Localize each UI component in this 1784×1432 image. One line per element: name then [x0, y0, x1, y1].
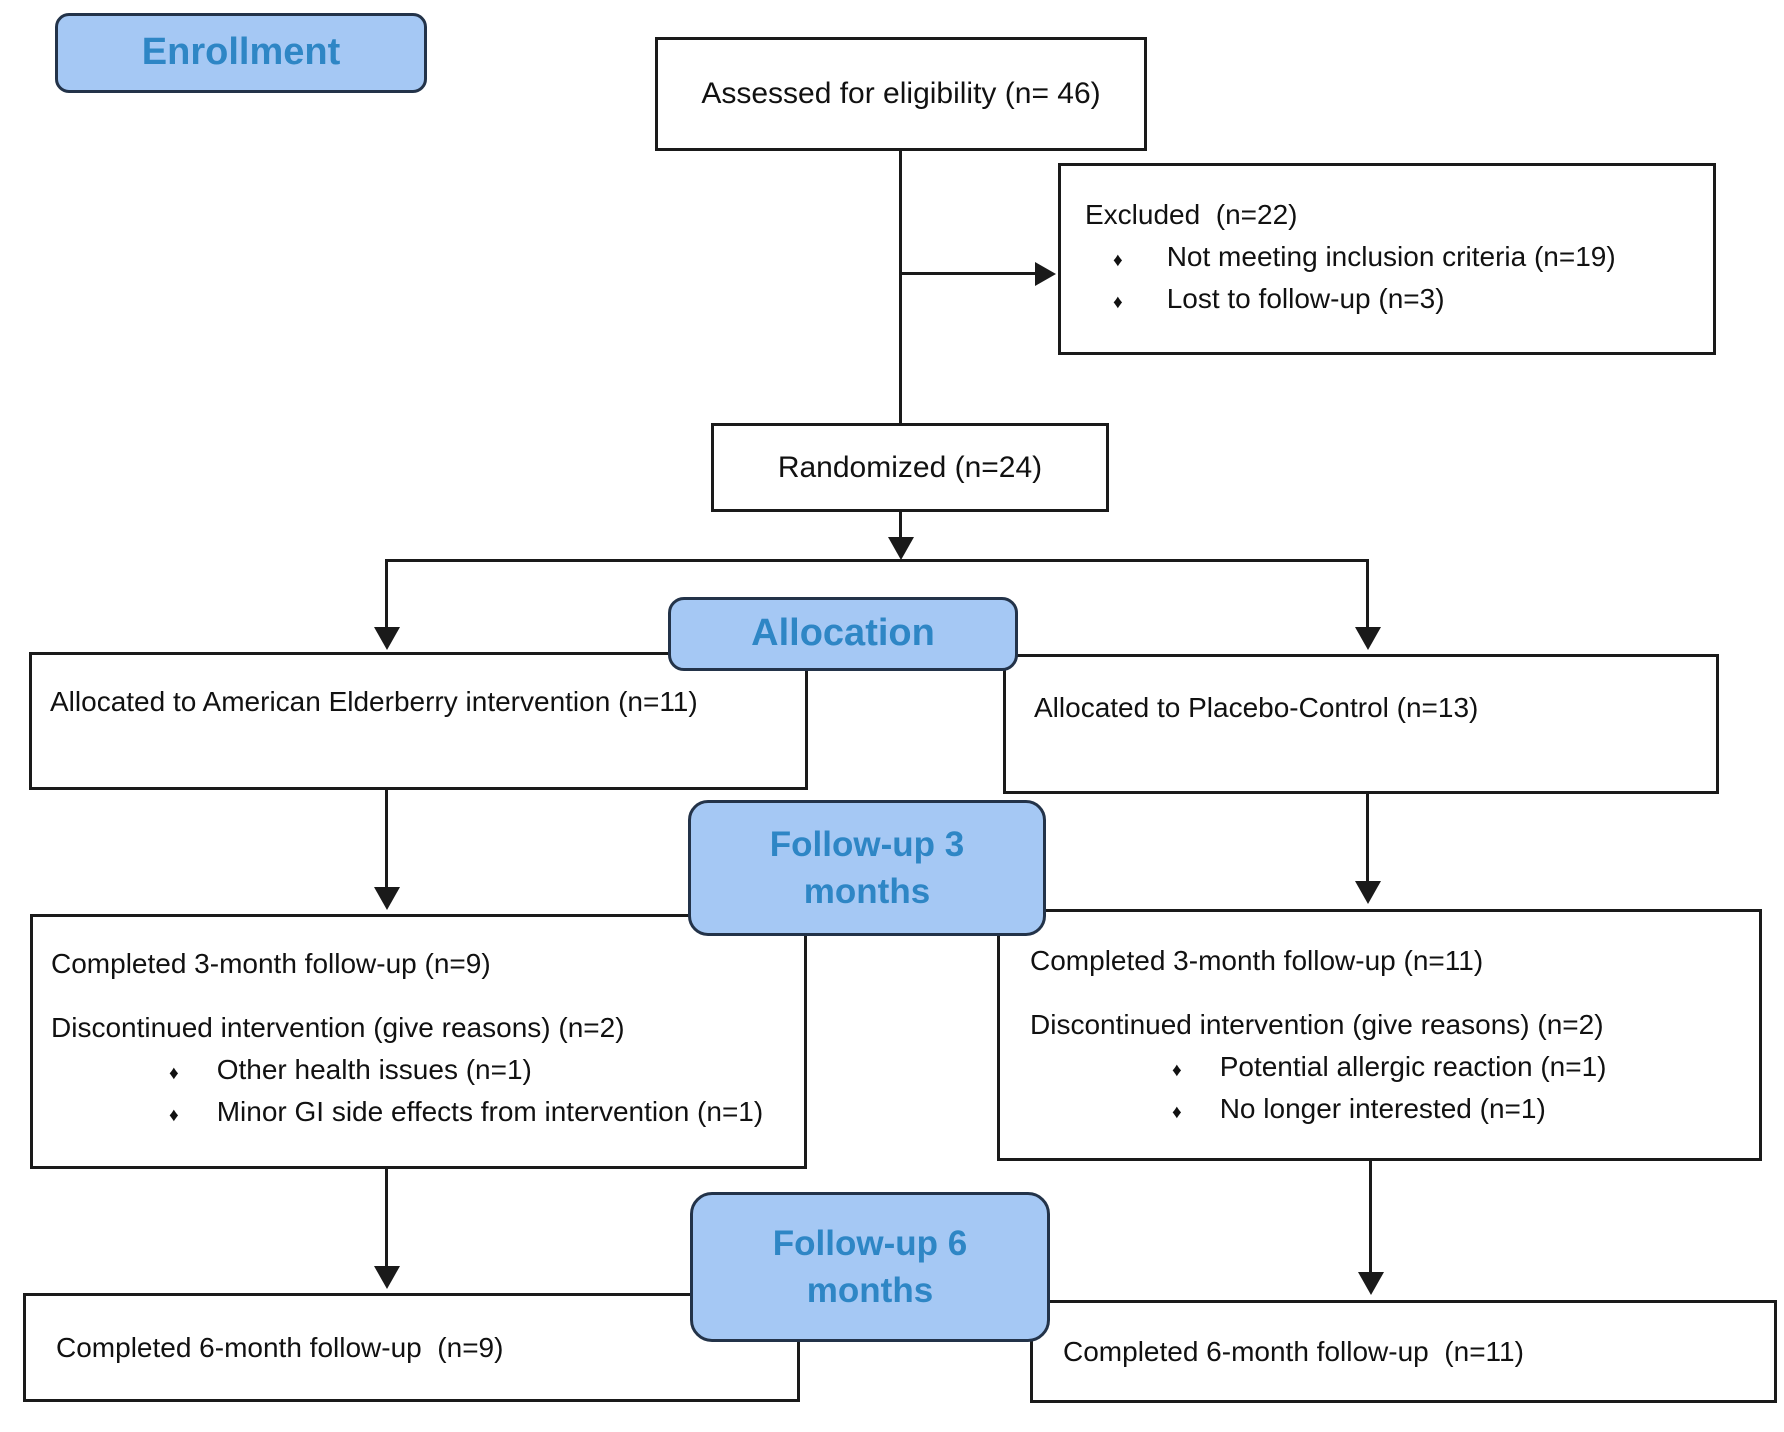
- fu3-intervention-completed: Completed 3-month follow-up (n=9): [51, 948, 491, 979]
- list-item: [1030, 1046, 1749, 1088]
- randomized-text: Randomized (n=24): [777, 450, 1043, 484]
- box-fu6-intervention: [23, 1293, 800, 1402]
- fu6-placebo-text: Completed 6-month follow-up (n=11): [1063, 1335, 1524, 1367]
- arrow-alloc-left-to-fu3-head: [374, 887, 400, 910]
- list-item: [51, 1049, 794, 1091]
- box-allocated-intervention: [29, 652, 808, 790]
- box-fu3-intervention: [30, 914, 807, 1169]
- fu3-intervention-bullet-list: [51, 1049, 794, 1133]
- arrow-fu3-left-to-fu6-head: [374, 1266, 400, 1289]
- stage-badge-followup-3-months: [688, 800, 1046, 936]
- arrow-alloc-left-to-fu3-line: [385, 790, 388, 888]
- arrow-fu3-left-to-fu6-line: [385, 1169, 388, 1267]
- arrow-split-to-alloc-right-head: [1355, 627, 1381, 650]
- stage-badge-allocation-label: Allocation: [751, 612, 935, 655]
- arrow-assessed-to-randomized-line: [899, 151, 902, 423]
- arrow-to-excluded-head: [1035, 262, 1056, 286]
- fu3-placebo-bullet-list: [1030, 1046, 1749, 1130]
- excluded-bullet-text: Lost to follow-up (n=3): [1166, 283, 1445, 314]
- fu6-intervention-text: Completed 6-month follow-up (n=9): [56, 1331, 504, 1363]
- stage-badge-enrollment: [55, 13, 427, 93]
- allocated-intervention-text: Allocated to American Elderberry intervention (n=11): [50, 686, 698, 717]
- arrow-alloc-right-to-fu3-head: [1355, 881, 1381, 904]
- fu3-intervention-discontinued: Discontinued intervention (give reasons) (n=2): [51, 1012, 625, 1043]
- arrow-randomized-to-split-head: [888, 537, 914, 560]
- fu3-placebo-bullet-text: No longer interested (n=1): [1219, 1093, 1546, 1124]
- box-randomized: [711, 423, 1109, 512]
- arrow-split-to-alloc-right-line: [1366, 562, 1369, 628]
- stage-badge-fu3-line1: Follow-up 3: [769, 824, 965, 864]
- arrow-randomized-to-split-line: [899, 512, 902, 538]
- arrow-alloc-right-to-fu3-line: [1366, 794, 1369, 882]
- diamond-bullet-icon: ♦: [1172, 1102, 1182, 1123]
- stage-badge-enrollment-label: Enrollment: [141, 31, 341, 74]
- box-assessed-for-eligibility: [655, 37, 1147, 151]
- box-fu6-placebo: [1030, 1300, 1777, 1403]
- diamond-bullet-icon: ♦: [169, 1105, 179, 1126]
- box-excluded: [1058, 163, 1716, 355]
- fu3-intervention-bullet-text: Minor GI side effects from intervention (n=1): [216, 1096, 764, 1127]
- diamond-bullet-icon: ♦: [1113, 250, 1123, 271]
- stage-badge-fu3-line2: months: [803, 872, 931, 911]
- list-item: [1085, 236, 1689, 278]
- list-item: [1085, 278, 1689, 320]
- blank-line: [1030, 982, 1749, 1004]
- allocated-placebo-text: Allocated to Placebo-Control (n=13): [1034, 692, 1479, 723]
- arrow-split-to-alloc-left-line: [385, 562, 388, 628]
- stage-badge-fu6-line2: months: [806, 1271, 934, 1310]
- arrow-to-excluded-line: [899, 272, 1035, 275]
- excluded-bullet-list: [1085, 236, 1689, 320]
- arrow-fu3-right-to-fu6-head: [1358, 1272, 1384, 1295]
- excluded-bullet-text: Not meeting inclusion criteria (n=19): [1166, 241, 1616, 272]
- stage-badge-fu6-line1: Follow-up 6: [772, 1223, 968, 1263]
- stage-badge-allocation: [668, 597, 1018, 671]
- box-allocated-placebo: [1003, 654, 1719, 794]
- diamond-bullet-icon: ♦: [1172, 1060, 1182, 1081]
- excluded-title: Excluded (n=22): [1085, 199, 1298, 230]
- box-fu3-placebo: [997, 909, 1762, 1161]
- blank-line: [51, 985, 794, 1007]
- fu3-placebo-completed: Completed 3-month follow-up (n=11): [1030, 945, 1484, 976]
- fu3-intervention-bullet-text: Other health issues (n=1): [216, 1054, 532, 1085]
- diamond-bullet-icon: ♦: [169, 1063, 179, 1084]
- arrow-fu3-right-to-fu6-line: [1369, 1161, 1372, 1273]
- fu3-placebo-discontinued: Discontinued intervention (give reasons) (n=2): [1030, 1009, 1604, 1040]
- assessed-text: Assessed for eligibility (n= 46): [701, 77, 1101, 110]
- fu3-placebo-bullet-text: Potential allergic reaction (n=1): [1219, 1051, 1607, 1082]
- stage-badge-followup-6-months: [690, 1192, 1050, 1342]
- list-item: [1030, 1088, 1749, 1130]
- list-item: [51, 1091, 794, 1133]
- diamond-bullet-icon: ♦: [1113, 292, 1123, 313]
- arrow-split-to-alloc-left-head: [374, 627, 400, 650]
- split-line: [385, 559, 1369, 562]
